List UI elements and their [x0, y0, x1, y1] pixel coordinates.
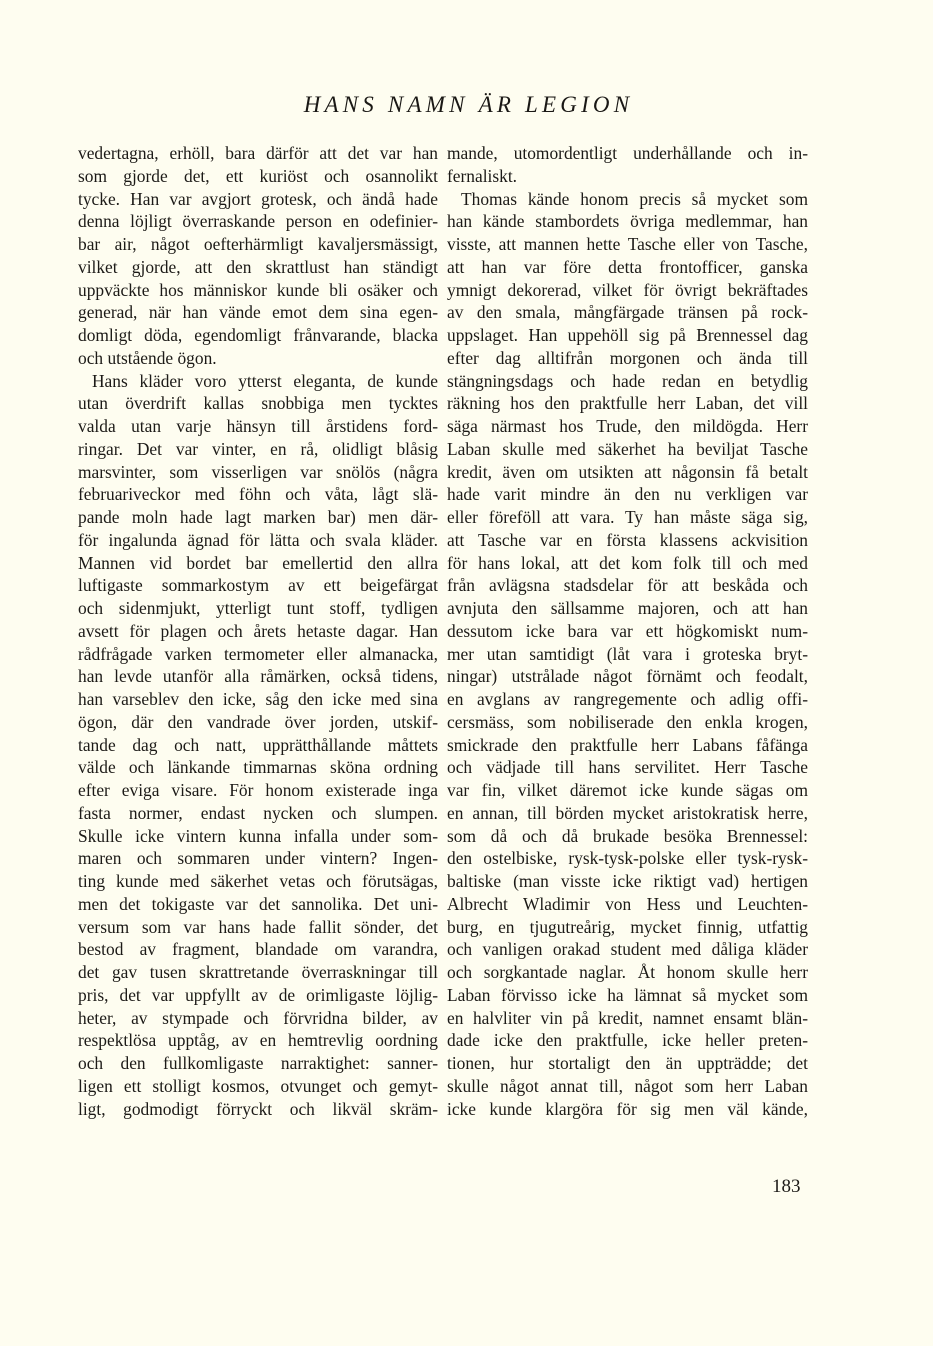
text-line: smickrade den praktfulle herr Labans fåfänga [447, 734, 808, 755]
text-line: ting kunde med säkerhet vetas och förutsägas, [78, 871, 438, 891]
text-line: från avlägsna stadsdelar för att beskåda och [447, 575, 808, 596]
text-line: som då och då brukade besöka Brennessel: [447, 825, 808, 846]
text-line: var fin, vilket däremot icke kunde sägas om [447, 780, 808, 800]
text-line: versum som var hans hade fallit sönder, det [78, 916, 438, 937]
text-line: generad, när han vände emot dem sina egen- [78, 302, 438, 323]
running-head: HANS NAMN ÄR LEGION [303, 92, 634, 117]
page-number: 183 [772, 1176, 801, 1197]
text-line: rådfrågade varken termometer eller almanacka, [78, 643, 438, 664]
text-line: som gjorde det, ett kuriöst och osannolikt [78, 165, 438, 186]
text-line: dessutom icke bara var ett högkomiskt num- [447, 620, 808, 641]
text-line: utan överdrift kallas snobbiga men tycktes [78, 393, 438, 414]
text-line: ymnigt dekorerad, vilket för övrigt bekräftades [447, 279, 808, 300]
text-line: skulle något annat till, något som herr Laban [447, 1075, 808, 1096]
text-line: välde och länkande timmarnas sköna ordning [78, 757, 438, 778]
text-line: men det tokigaste var det sannolika. Det uni- [78, 893, 438, 914]
text-line: tande dag och natt, upprätthållande måttets [78, 734, 438, 755]
text-line: vilket gjorde, att den skrattlust han ständigt [78, 256, 438, 277]
text-line: luftigaste sommarkostym av ett beigefärgat [78, 575, 438, 596]
text-line: Albrecht Wladimir von Hess und Leuchten- [447, 893, 808, 914]
text-line: efter dag alltifrån morgonen och ända till [447, 347, 808, 368]
paragraph [447, 142, 808, 188]
text-line: visste, att mannen hette Tasche eller von Tasche, [447, 234, 808, 254]
text-line: ringar. Det var vinter, en rå, olidligt blåsig [78, 438, 438, 459]
text-line: och vädjade till hans servilitet. Herr Tasche [447, 757, 808, 778]
text-line: Mannen vid bordet bar emellertid den allra [78, 552, 438, 573]
text-line: avnjuta den sällsamme majoren, och att han [447, 598, 808, 618]
text-line: det gav tusen skrattretande överraskningar till [78, 962, 438, 982]
text-line: bestod av fragment, blandade om varandra, [78, 939, 438, 960]
text-line: kredit, även om utsikten att någonsin få betalt [447, 461, 808, 482]
text-line: tionen, hur stortaligt den än uppträdde; det [447, 1053, 808, 1073]
text-line: för hans lokal, att det kom folk till och med [447, 552, 808, 573]
text-line: pande moln hade lagt marken bar) men där- [78, 507, 438, 527]
text-line: den ostelbiske, rysk-tysk-polske eller tysk-rysk- [447, 848, 808, 869]
text-line: mande, utomordentligt underhållande och in- [447, 143, 808, 163]
text-line: fernaliskt. [447, 165, 518, 186]
text-line: ögon, där den vandrade över jorden, utskif- [78, 711, 438, 732]
text-line: en avglans av rangregemente och adlig offi- [447, 689, 808, 709]
text-line: stängningsdags och hade redan en betydlig [447, 370, 808, 391]
text-line: fasta normer, endast nycken och slumpen. [78, 802, 438, 823]
text-line: av den smala, mångfärgade tränsen på rock- [447, 302, 808, 323]
text-line: och sidenmjukt, ytterligt tunt stoff, tydligen [78, 598, 438, 618]
text-line: denna löjligt överraskande person en odefinier- [78, 211, 438, 232]
text-line: avsett för plagen och årets hetaste dagar. Han [78, 620, 438, 641]
text-line: ligt, godmodigt förryckt och likväl skräm- [78, 1098, 438, 1119]
text-line: och utstående ögon. [78, 347, 217, 368]
paragraph [447, 188, 808, 1121]
text-line: ningar) utstrålade något förnämt och feodalt, [447, 666, 808, 687]
text-line: en halvliter vin på kredit, namnet ensamt blän- [447, 1007, 808, 1028]
text-line: och vanligen orakad student med dåliga kläder [447, 939, 808, 960]
text-line: en annan, till börden mycket aristokratisk herre, [447, 802, 808, 823]
text-line: han levde utanför alla råmärken, också tidens, [78, 666, 438, 687]
text-line: uppslaget. Han uppehöll sig på Brennessel dag [447, 325, 808, 345]
text-line: säga närmast hos Trude, den mildögda. Herr [447, 416, 808, 436]
text-line: Hans kläder voro ytterst eleganta, de kunde [92, 370, 438, 391]
text-line: heter, av stympade och förvridna bilder, av [78, 1007, 438, 1028]
text-line: han kände stambordets övriga medlemmar, han [447, 211, 808, 232]
text-line: februariveckor med föhn och våta, lågt slä- [78, 484, 438, 505]
text-line: hade varit mindre än den nu verkligen var [447, 484, 808, 505]
text-line: efter eviga visare. För honom existerade inga [78, 780, 438, 800]
text-line: för ingalunda ägnad för lätta och svala kläder. [78, 529, 438, 550]
text-line: burg, en tjugutreårig, mycket finnig, utfattig [447, 916, 808, 937]
text-line: ligen ett stolligt kosmos, otvunget och gemyt- [78, 1075, 438, 1096]
text-line: maren och sommaren under vintern? Ingen- [78, 848, 438, 869]
text-line: icke kunde klargöra för sig men väl kände, [447, 1098, 808, 1119]
text-line: att han var före detta frontofficer, ganska [447, 256, 808, 277]
text-line: Skulle icke vintern kunna infalla under som- [78, 825, 438, 846]
paragraph [78, 370, 438, 1121]
left-column [78, 142, 438, 1120]
text-line: respektlösa upptåg, av en hemtrevlig oordning [78, 1030, 438, 1051]
text-line: tycke. Han var avgjort grotesk, och ändå hade [78, 188, 438, 209]
text-line: eller föreföll att vara. Ty han måste säga sig, [447, 507, 808, 527]
text-line: pris, det var uppfyllt av de orimligaste löjlig- [78, 984, 438, 1005]
text-line: bar air, något oefterhärmligt kavaljersmässigt, [78, 234, 438, 254]
paragraph [78, 142, 438, 370]
text-line: cersmäss, som nobiliserade den enkla krogen, [447, 711, 808, 732]
text-line: valda utan varje hänsyn till årstidens ford- [78, 416, 438, 436]
text-line: Laban skulle med säkerhet ha beviljat Tasche [447, 438, 808, 459]
text-line: dade icke den praktfulle, icke heller preten- [447, 1030, 808, 1051]
text-line: att Tasche var en första klassens ackvisition [447, 529, 808, 550]
text-line: uppväckte hos människor kunde bli osäker och [78, 279, 438, 300]
text-line: domligt döda, egendomligt frånvarande, blacka [78, 325, 438, 345]
text-line: och den fullkomligaste narraktighet: sanner- [78, 1053, 438, 1073]
text-line: mer utan samtidigt (låt vara i groteska bryt- [447, 643, 808, 664]
text-line: baltiske (man visste icke riktigt vad) hertigen [447, 871, 808, 891]
text-line: och sorgkantade naglar. Åt honom skulle herr [447, 962, 808, 982]
text-line: Thomas kände honom precis så mycket som [461, 188, 808, 209]
text-line: vedertagna, erhöll, bara därför att det var han [78, 143, 438, 163]
text-line: Laban förvisso icke ha lämnat så mycket som [447, 984, 808, 1005]
text-line: räkning hos den praktfulle herr Laban, det vill [447, 393, 808, 414]
text-line: han varseblev den icke, såg den icke med sina [78, 689, 438, 709]
text-line: marsvinter, som visserligen var snölös (några [78, 461, 438, 482]
right-column [447, 142, 808, 1120]
